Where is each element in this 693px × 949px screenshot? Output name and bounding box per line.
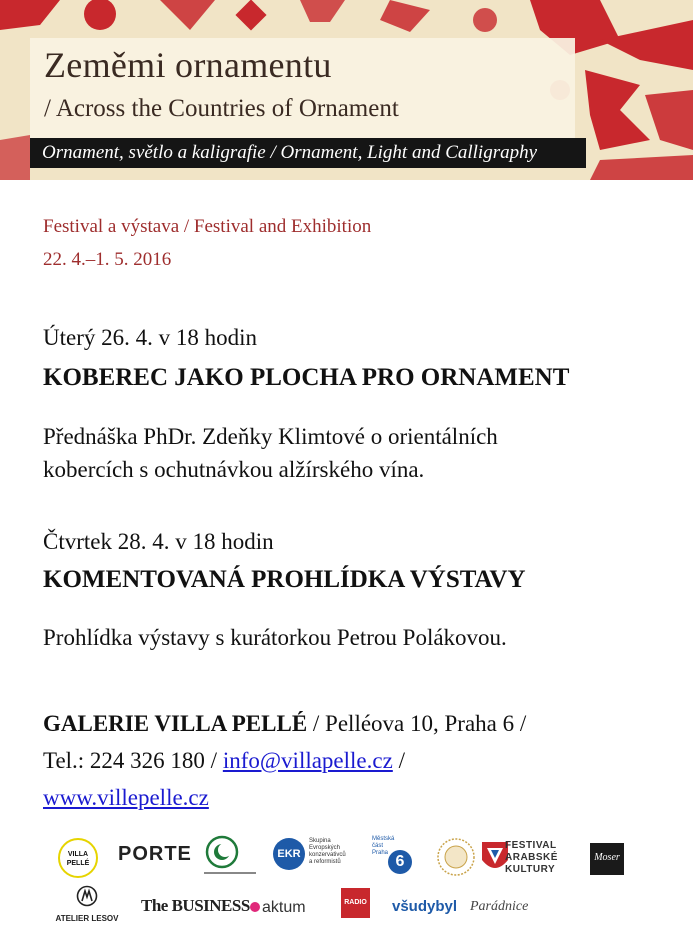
event-1-description-line: kobercích s ochutnávkou alžírského vína.	[43, 457, 425, 482]
logo-text: Evropských	[309, 845, 341, 851]
vsudybyl-logo: všudybyl	[392, 898, 458, 915]
ekr-mark: EKR	[273, 838, 305, 870]
event-2-description	[43, 621, 507, 654]
venue-address: / Pelléova 10, Praha 6 /	[307, 711, 527, 736]
oic-logo	[200, 834, 260, 880]
atelier-mark-icon	[55, 885, 119, 907]
email-separator: /	[392, 748, 405, 773]
logo-text: konzervativců	[309, 852, 346, 858]
logo-text: KULTURY	[505, 864, 556, 875]
taktum-dot-icon	[250, 902, 260, 912]
website-link[interactable]: www.villepelle.cz	[43, 785, 209, 810]
paradnice-logo: Parádnice	[470, 899, 529, 914]
logo-text: a reformistů	[309, 859, 341, 865]
logo-text: PELLÉ	[66, 860, 90, 867]
logo-text: VILLA	[67, 851, 89, 858]
festival-dates: 22. 4.–1. 5. 2016	[43, 249, 172, 270]
logo-text: Městská	[372, 836, 395, 842]
seal-logos	[437, 836, 513, 883]
festival-arabske-kultury-logo	[505, 840, 558, 876]
porte-logo: PORTE	[118, 843, 192, 865]
atelier-lesov-logo	[55, 885, 119, 921]
praha6-logo	[372, 836, 412, 876]
venue-name: GALERIE VILLA PELLÉ	[43, 711, 308, 736]
logo-text: Skupina	[309, 838, 331, 844]
header-banner	[0, 0, 693, 180]
heraldic-seals-icon	[437, 836, 513, 878]
logo-text: Praha	[372, 850, 389, 856]
poster-title-english: / Across the Countries of Ornament	[44, 95, 399, 122]
the-business-logo: The BUSINESS	[141, 896, 250, 915]
web-line	[43, 785, 209, 811]
event-1-description-line: Přednáška PhDr. Zdeňky Klimtové o orientálních	[43, 424, 498, 449]
phone: Tel.: 224 326 180 /	[43, 748, 223, 773]
taktum-logo	[250, 899, 306, 917]
festival-label: Festival a výstava / Festival and Exhibition	[43, 216, 372, 237]
event-1-date: Úterý 26. 4. v 18 hodin	[43, 325, 258, 350]
logo-text: aktum	[262, 899, 306, 916]
event-2-description-line: Prohlídka výstavy s kurátorkou Petrou Polákovou.	[43, 625, 507, 650]
radio-1-logo: RADIO	[341, 888, 370, 918]
contact-line	[43, 748, 405, 774]
logo-text: část	[372, 843, 384, 849]
subtitle-bar	[30, 138, 586, 168]
logo-text: FESTIVAL	[505, 840, 557, 851]
logo-text: ARABSKÉ	[505, 852, 558, 863]
email-link[interactable]: info@villapelle.cz	[222, 748, 393, 773]
oic-emblem-icon	[200, 834, 260, 880]
poster-subtitle: Ornament, světlo a kaligrafie / Ornament, Light and Calligraphy	[42, 142, 538, 163]
venue-line	[43, 711, 526, 737]
villa-pelle-logo	[58, 838, 98, 878]
moser-logo: Moser	[590, 843, 624, 875]
logo-text: ATELIER LESOV	[55, 914, 119, 923]
event-1-title: KOBEREC JAKO PLOCHA PRO ORNAMENT	[43, 364, 570, 391]
poster-title: Zeměmi ornamentu	[44, 45, 332, 85]
ekr-text	[309, 838, 357, 866]
praha6-number: 6	[388, 850, 412, 874]
event-1-description	[43, 420, 498, 486]
event-2-date: Čtvrtek 28. 4. v 18 hodin	[43, 529, 274, 554]
event-2-title: KOMENTOVANÁ PROHLÍDKA VÝSTAVY	[43, 566, 526, 593]
